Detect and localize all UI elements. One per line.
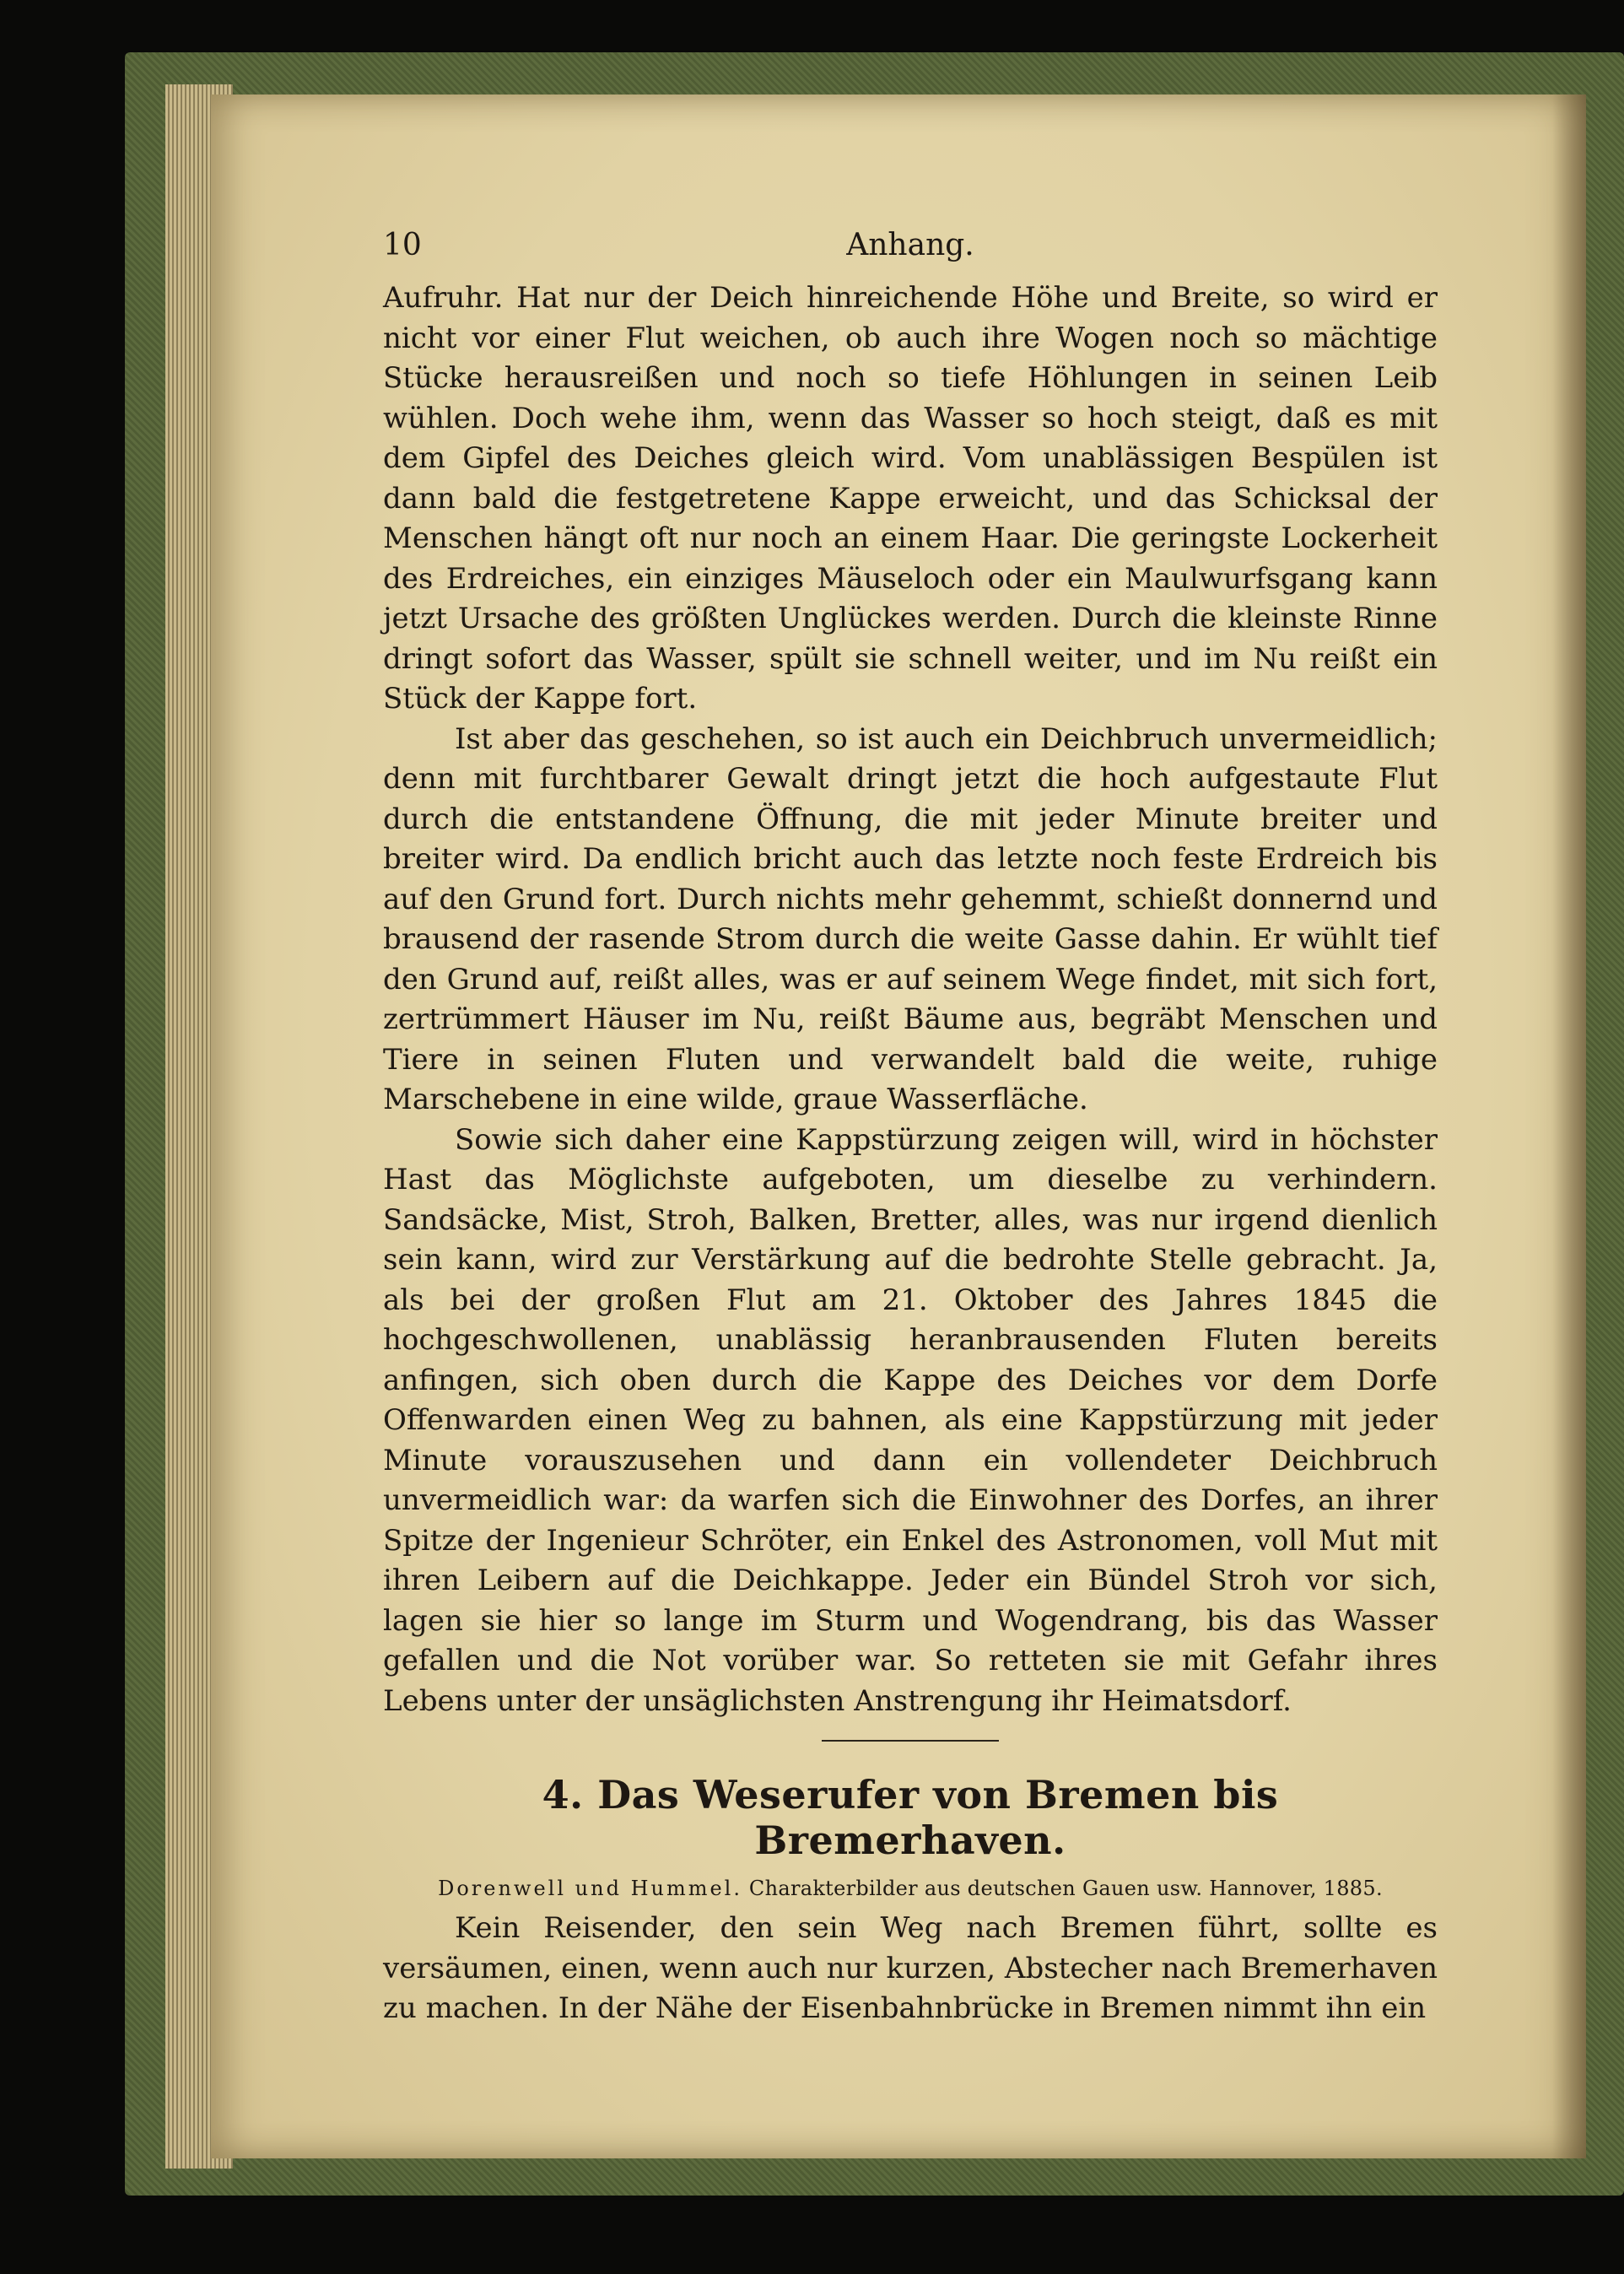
citation-authors: Dorenwell und Hummel.: [438, 1877, 742, 1900]
body-text: [383, 278, 1438, 1721]
page-header: [383, 228, 1438, 278]
page-gutter: [1552, 95, 1586, 2158]
section-text: [383, 1909, 1438, 2029]
page-content: [383, 228, 1438, 2029]
running-head: Anhang.: [846, 228, 974, 262]
section-title: 4. Das Weserufer von Bremen bis Bremerhaven.: [542, 1772, 1279, 1863]
source-citation: [383, 1877, 1438, 1900]
citation-source: Charakterbilder aus deutschen Gauen usw. Hannover, 1885.: [748, 1877, 1383, 1900]
page-number: 10: [383, 228, 422, 262]
section-paragraph: Kein Reisender, den sein Weg nach Bremen führt, sollte es versäumen, einen, wenn auch nur kurzen, Abstecher nach Bremerhaven zu machen. In der Nähe der Eisenbahnbrücke in Bremen nimmt ihn ein: [383, 1911, 1438, 2025]
paragraph-2: Ist aber das geschehen, so ist auch ein Deichbruch unvermeidlich; denn mit furchtbarer Gewalt dringt jetzt die hoch aufgestaute Flut durch die entstandene Öffnung, die mit jeder Minute breiter und breiter wird. Da endlich bricht auch das letzte noch feste Erdreich bis auf den Grund fort. Durch nichts mehr gehemmt, schießt donnernd und brausend der rasende Strom durch die weite Gasse dahin. Er wühlt tief den Grund auf, reißt alles, was er auf seinem Wege findet, mit sich fort, zertrümmert Häuser im Nu, reißt Bäume aus, begräbt Menschen und Tiere in seinen Fluten und verwandelt bald die weite, ruhige Marschebene in eine wilde, graue Wasserfläche.: [383, 721, 1438, 1116]
paragraph-1: Aufruhr. Hat nur der Deich hinreichende Höhe und Breite, so wird er nicht vor einer Flut weichen, ob auch ihre Wogen noch so mächtige Stücke herausreißen und noch so tiefe Höhlungen in seinen Leib wühlen. Doch wehe ihm, wenn das Wasser so hoch steigt, daß es mit dem Gipfel des Deiches gleich wird. Vom unablässigen Bespülen ist dann bald die festgetretene Kappe erweicht, und das Schicksal der Menschen hängt oft nur noch an einem Haar. Die geringste Lockerheit des Erdreiches, ein einziges Mäuseloch oder ein Maulwurfsgang kann jetzt Ursache des größten Unglückes werden. Durch die kleinste Rinne dringt sofort das Wasser, spült sie schnell weiter, und im Nu reißt ein Stück der Kappe fort.: [383, 281, 1438, 716]
paragraph-3: Sowie sich daher eine Kappstürzung zeigen will, wird in höchster Hast das Möglichste aufgeboten, um dieselbe zu verhindern. Sandsäcke, Mist, Stroh, Balken, Bretter, alles, was nur irgend dienlich sein kann, wird zur Verstärkung auf die bedrohte Stelle gebracht. Ja, als bei der großen Flut am 21. Oktober des Jahres 1845 die hochgeschwollenen, unablässig heranbrausenden Fluten bereits anfingen, sich oben durch die Kappe des Deiches vor dem Dorfe Offenwarden einen Weg zu bahnen, als eine Kappstürzung mit jeder Minute vorauszusehen und dann ein vollendeter Deichbruch unvermeidlich war: da warfen sich die Einwohner des Dorfes, an ihrer Spitze der Ingenieur Schröter, ein Enkel des Astronomen, voll Mut mit ihren Leibern auf die Deichkappe. Jeder ein Bündel Stroh vor sich, lagen sie hier so lange im Sturm und Wogendrang, bis das Wasser gefallen und die Not vorüber war. So retteten sie mit Gefahr ihres Lebens unter der unsäglichsten Anstrengung ihr Heimatsdorf.: [383, 1122, 1438, 1718]
section-divider: [822, 1740, 999, 1742]
